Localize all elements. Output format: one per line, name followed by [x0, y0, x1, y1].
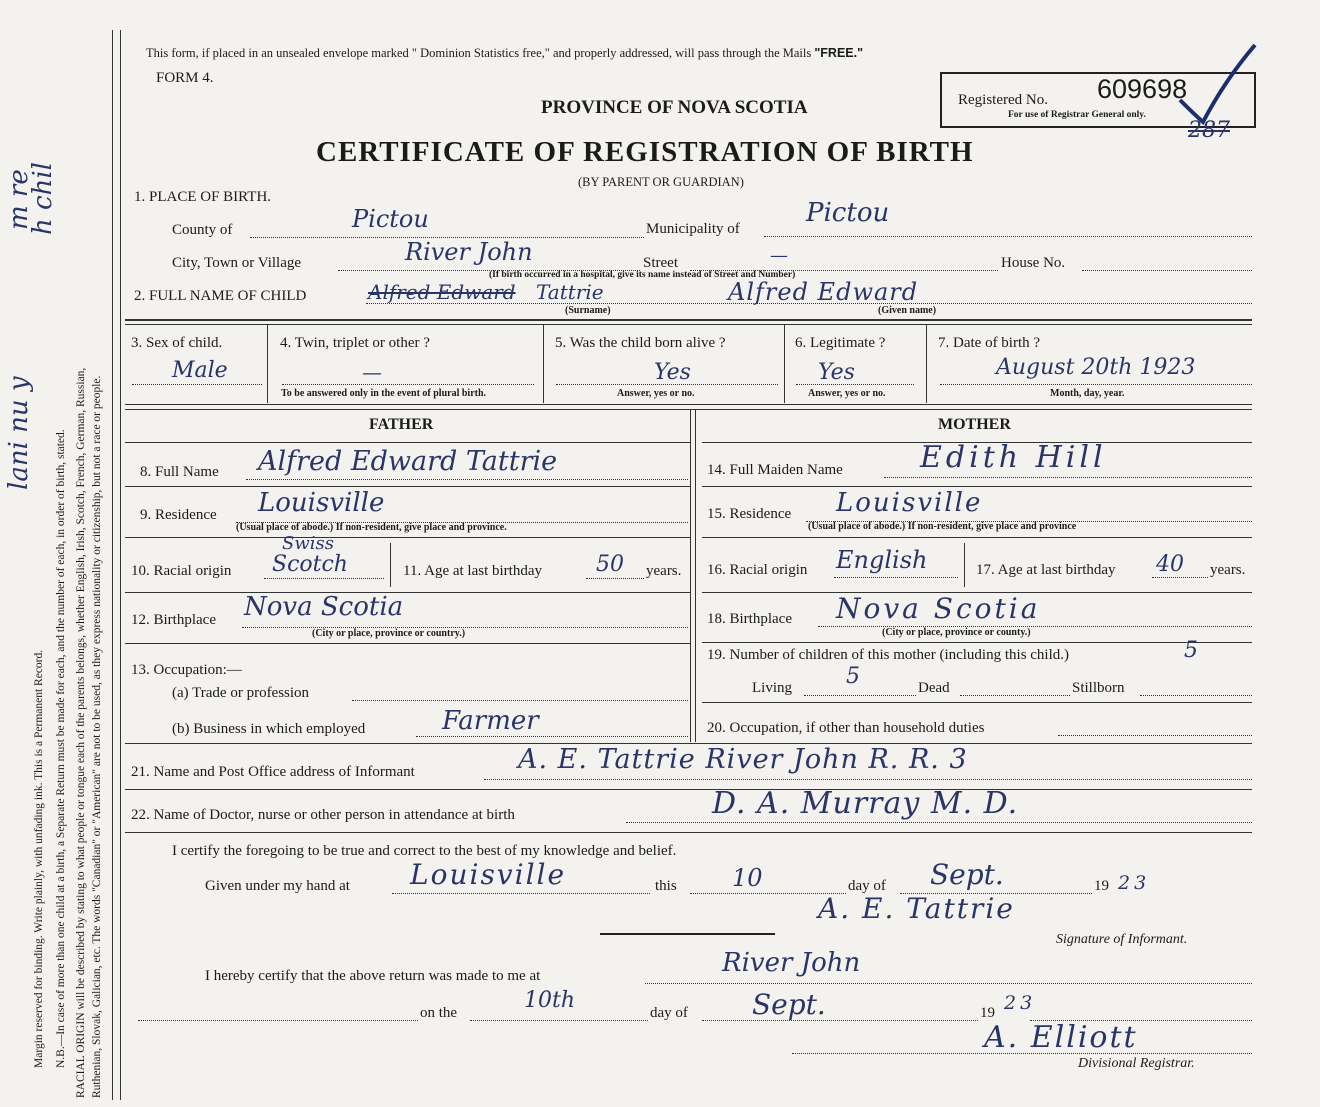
registrar-day-line	[470, 1020, 648, 1021]
mother-occupation-line	[1058, 735, 1252, 736]
mother-living-value: 5	[846, 664, 860, 689]
certification-statement: I certify the foregoing to be true and correct to the best of my knowledge and belief.	[172, 843, 677, 859]
registrar-caption: Divisional Registrar.	[1078, 1056, 1195, 1071]
father-residence-note: (Usual place of abode.) If non-resident, give place and province.	[236, 522, 507, 533]
binding-note: Margin reserved for binding. Write plainly, with unfading ink. This is a Permanent Record.	[33, 649, 45, 1068]
twin-line	[282, 384, 534, 385]
registrar-year-prefix: 19	[980, 1005, 995, 1021]
twin-note: To be answered only in the event of plural birth.	[281, 388, 487, 399]
signature-caption: Signature of Informant.	[1056, 932, 1188, 947]
mother-age-line	[1152, 577, 1208, 578]
informant-line	[484, 779, 1252, 780]
informant-signature-line	[600, 933, 775, 935]
doctor-value: D. A. Murray M. D.	[712, 786, 1019, 821]
child-surname-value: Tattrie	[536, 280, 604, 304]
form-number: FORM 4.	[156, 70, 214, 86]
father-racial-divider	[390, 543, 391, 587]
father-birthplace-note: (City or place, province or country.)	[312, 628, 466, 639]
father-heading: FATHER	[369, 416, 434, 433]
legitimate-line	[796, 384, 914, 385]
registrar-day-of-label: day of	[650, 1005, 688, 1021]
certificate-subtitle: (BY PARENT OR GUARDIAN)	[578, 175, 744, 189]
margin-handwriting-1: m re	[4, 169, 34, 230]
father-age-value: 50	[596, 552, 624, 577]
rule-bottom-row3-thin	[125, 409, 1252, 410]
registrar-use-note: For use of Registrar General only.	[1008, 110, 1146, 120]
registrar-year-suffix: 23	[1004, 992, 1037, 1014]
mother-residence-note: (Usual place of abode.) If non-resident, give place and province	[808, 521, 1077, 532]
mother-birthplace-value: Nova Scotia	[836, 592, 1041, 625]
father-trade-label: (a) Trade or profession	[172, 685, 310, 701]
mother-living-label: Living	[752, 680, 792, 696]
dob-line	[940, 384, 1252, 385]
mother-name-value: Edith Hill	[920, 440, 1107, 475]
father-trade-line	[352, 700, 688, 701]
mother-rule-3	[702, 537, 1252, 538]
rule-bottom-row3	[125, 404, 1252, 405]
parents-divider-2	[695, 410, 696, 742]
father-business-label: (b) Business in which employed	[172, 721, 366, 737]
registered-number: 609698	[1097, 74, 1188, 104]
street-value: —	[770, 245, 788, 266]
this-label: this	[655, 878, 677, 894]
mother-racial-divider	[964, 543, 965, 587]
registrar-month-line	[702, 1020, 978, 1021]
given-year-prefix: 19	[1094, 878, 1109, 894]
surname-caption: (Surname)	[565, 305, 611, 316]
father-age-line	[586, 578, 644, 579]
child-name-struck: Alfred Edward	[368, 280, 516, 304]
given-day-of-label: day of	[848, 878, 886, 894]
father-rule-1	[125, 442, 690, 443]
father-residence-value: Louisville	[258, 488, 385, 518]
row3-divider-1	[267, 325, 268, 403]
margin-handwriting-3: lani nu y	[4, 376, 34, 490]
child-name-label: 2. FULL NAME OF CHILD	[134, 288, 307, 304]
row3-divider-2	[543, 325, 544, 403]
mother-residence-value: Louisville	[836, 488, 983, 518]
father-birthplace-label: 12. Birthplace	[131, 612, 216, 628]
province-heading: PROVINCE OF NOVA SCOTIA	[541, 97, 808, 118]
father-rule-3	[125, 537, 690, 538]
parents-divider	[690, 410, 691, 742]
registrar-place-line	[645, 983, 1252, 984]
father-racial-value: Scotch	[272, 552, 348, 577]
sex-value: Male	[172, 358, 228, 383]
dob-value: August 20th 1923	[996, 355, 1196, 380]
row3-divider-3	[784, 325, 785, 403]
legitimate-value: Yes	[818, 360, 855, 385]
mother-racial-line	[834, 577, 958, 578]
given-year-suffix: 23	[1118, 872, 1151, 894]
mail-notice-text: This form, if placed in an unsealed envelope marked " Dominion Statistics free," and properly addressed, will pass through the Mails	[146, 46, 812, 60]
registrar-lead-line	[138, 1020, 418, 1021]
father-age-label: 11. Age at last birthday	[403, 563, 542, 579]
mother-name-line	[884, 477, 1252, 478]
father-racial-label: 10. Racial origin	[131, 563, 232, 579]
house-line	[1082, 270, 1252, 271]
sex-line	[132, 384, 262, 385]
mother-occupation-label: 20. Occupation, if other than household duties	[707, 720, 985, 736]
mother-birthplace-note: (City or place, province or county.)	[882, 627, 1031, 638]
mother-stillborn-label: Stillborn	[1072, 680, 1125, 696]
given-place-line	[392, 893, 650, 894]
father-racial-line	[264, 578, 384, 579]
mother-racial-label: 16. Racial origin	[707, 562, 808, 578]
mother-heading: MOTHER	[938, 416, 1011, 433]
child-given-value: Alfred Edward	[728, 278, 919, 306]
father-occupation-label: 13. Occupation:—	[131, 662, 242, 678]
row3-divider-4	[926, 325, 927, 403]
registrar-signature: A. Elliott	[984, 1020, 1138, 1055]
dob-label: 7. Date of birth ?	[938, 335, 1041, 351]
father-age-unit: years.	[646, 563, 682, 579]
rule-doctor-top	[125, 789, 1252, 790]
dob-note: Month, day, year.	[1050, 388, 1125, 399]
father-business-value: Farmer	[442, 706, 539, 736]
mail-free-text: "FREE."	[814, 46, 864, 60]
county-value: Pictou	[352, 205, 429, 233]
mother-racial-value: English	[836, 546, 928, 574]
given-month-value: Sept.	[930, 858, 1004, 891]
alive-note: Answer, yes or no.	[617, 388, 695, 399]
registrar-on-the-label: on the	[420, 1005, 458, 1021]
city-value: River John	[405, 238, 533, 266]
racial-note-line-2: Ruthenian, Slovak, Galician, etc. The words "Canadian" or "American" are not to be used, as they express nationality or citizenship, but not a race or people.	[91, 375, 103, 1098]
mother-age-unit: years.	[1210, 562, 1246, 578]
mother-stillborn-line	[1140, 695, 1252, 696]
alive-value: Yes	[654, 360, 691, 385]
mother-age-label: 17. Age at last birthday	[976, 562, 1116, 578]
registrar-place-value: River John	[722, 948, 861, 978]
mother-children-label: 19. Number of children of this mother (including this child.)	[707, 647, 1070, 663]
father-rule-5	[125, 643, 690, 644]
legitimate-label: 6. Legitimate ?	[795, 335, 886, 351]
mother-living-line	[804, 695, 916, 696]
registrar-month-value: Sept.	[752, 988, 826, 1021]
given-caption: (Given name)	[878, 305, 937, 316]
legitimate-note: Answer, yes or no.	[808, 388, 886, 399]
twin-value: —	[362, 360, 382, 384]
mother-rule-5	[702, 642, 1252, 643]
margin-rule	[112, 30, 113, 1100]
doctor-line	[626, 822, 1252, 823]
father-rule-2	[125, 486, 690, 487]
given-place-value: Louisville	[410, 858, 567, 891]
alive-label: 5. Was the child born alive ?	[555, 335, 726, 351]
given-label: Given under my hand at	[205, 878, 350, 894]
mother-birthplace-label: 18. Birthplace	[707, 611, 792, 627]
nb-note: N.B.—In case of more than one child at a birth, a Separate Return must be made for each, and the number of each, in order of birth, stated.	[55, 429, 67, 1068]
father-racial-value-2: Swiss	[282, 533, 334, 554]
doctor-label: 22. Name of Doctor, nurse or other person in attendance at birth	[131, 807, 515, 823]
registrar-statement: I hereby certify that the above return was made to me at	[205, 968, 541, 984]
informant-signature: A. E. Tattrie	[818, 892, 1015, 925]
rule-top-row3-thin	[125, 324, 1252, 325]
mother-dead-label: Dead	[918, 680, 950, 696]
father-residence-label: 9. Residence	[140, 507, 217, 523]
twin-label: 4. Twin, triplet or other ?	[280, 335, 430, 351]
father-name-value: Alfred Edward Tattrie	[258, 446, 558, 477]
municipality-label: Municipality of	[646, 221, 740, 237]
struck-number: 287	[1188, 118, 1230, 143]
father-business-line	[416, 736, 688, 737]
mother-rule-6	[702, 702, 1252, 703]
rule-top-row3	[125, 319, 1252, 321]
rule-certification-top	[125, 832, 1252, 833]
mother-children-value: 5	[1184, 638, 1198, 663]
registrar-day-value: 10th	[524, 988, 576, 1013]
sex-label: 3. Sex of child.	[131, 335, 223, 351]
informant-value: A. E. Tattrie River John R. R. 3	[518, 744, 968, 775]
municipality-line	[764, 236, 1252, 237]
racial-note-line-1: RACIAL ORIGIN will be described by stating to what people or tongue each of the parents belongs, whether English, Irish, Scotch, French, German, Russian,	[75, 367, 87, 1098]
father-birthplace-value: Nova Scotia	[244, 592, 404, 622]
mother-rule-2	[702, 486, 1252, 487]
checkmark-icon	[1175, 40, 1260, 130]
mother-name-label: 14. Full Maiden Name	[707, 462, 843, 478]
father-name-line	[246, 479, 688, 480]
mother-residence-label: 15. Residence	[707, 506, 792, 522]
mother-dead-line	[960, 695, 1070, 696]
informant-label: 21. Name and Post Office address of Informant	[131, 764, 415, 780]
house-label: House No.	[1001, 255, 1066, 271]
place-of-birth-label: 1. PLACE OF BIRTH.	[134, 189, 272, 205]
county-label: County of	[172, 222, 233, 238]
given-day-value: 10	[732, 864, 763, 892]
mail-notice	[146, 46, 863, 61]
margin-rule-inner	[120, 30, 121, 1100]
certificate-title: CERTIFICATE OF REGISTRATION OF BIRTH	[316, 136, 974, 168]
mother-age-value: 40	[1156, 552, 1184, 577]
street-label: Street	[643, 255, 678, 271]
father-name-label: 8. Full Name	[140, 464, 219, 480]
father-rule-4	[125, 592, 690, 593]
margin-handwriting-2: h chil	[28, 162, 58, 235]
hospital-note: (If birth occurred in a hospital, give its name instead of Street and Number)	[489, 270, 796, 280]
registered-label: Registered No.	[958, 92, 1048, 108]
city-label: City, Town or Village	[172, 255, 302, 271]
municipality-value: Pictou	[806, 198, 890, 228]
